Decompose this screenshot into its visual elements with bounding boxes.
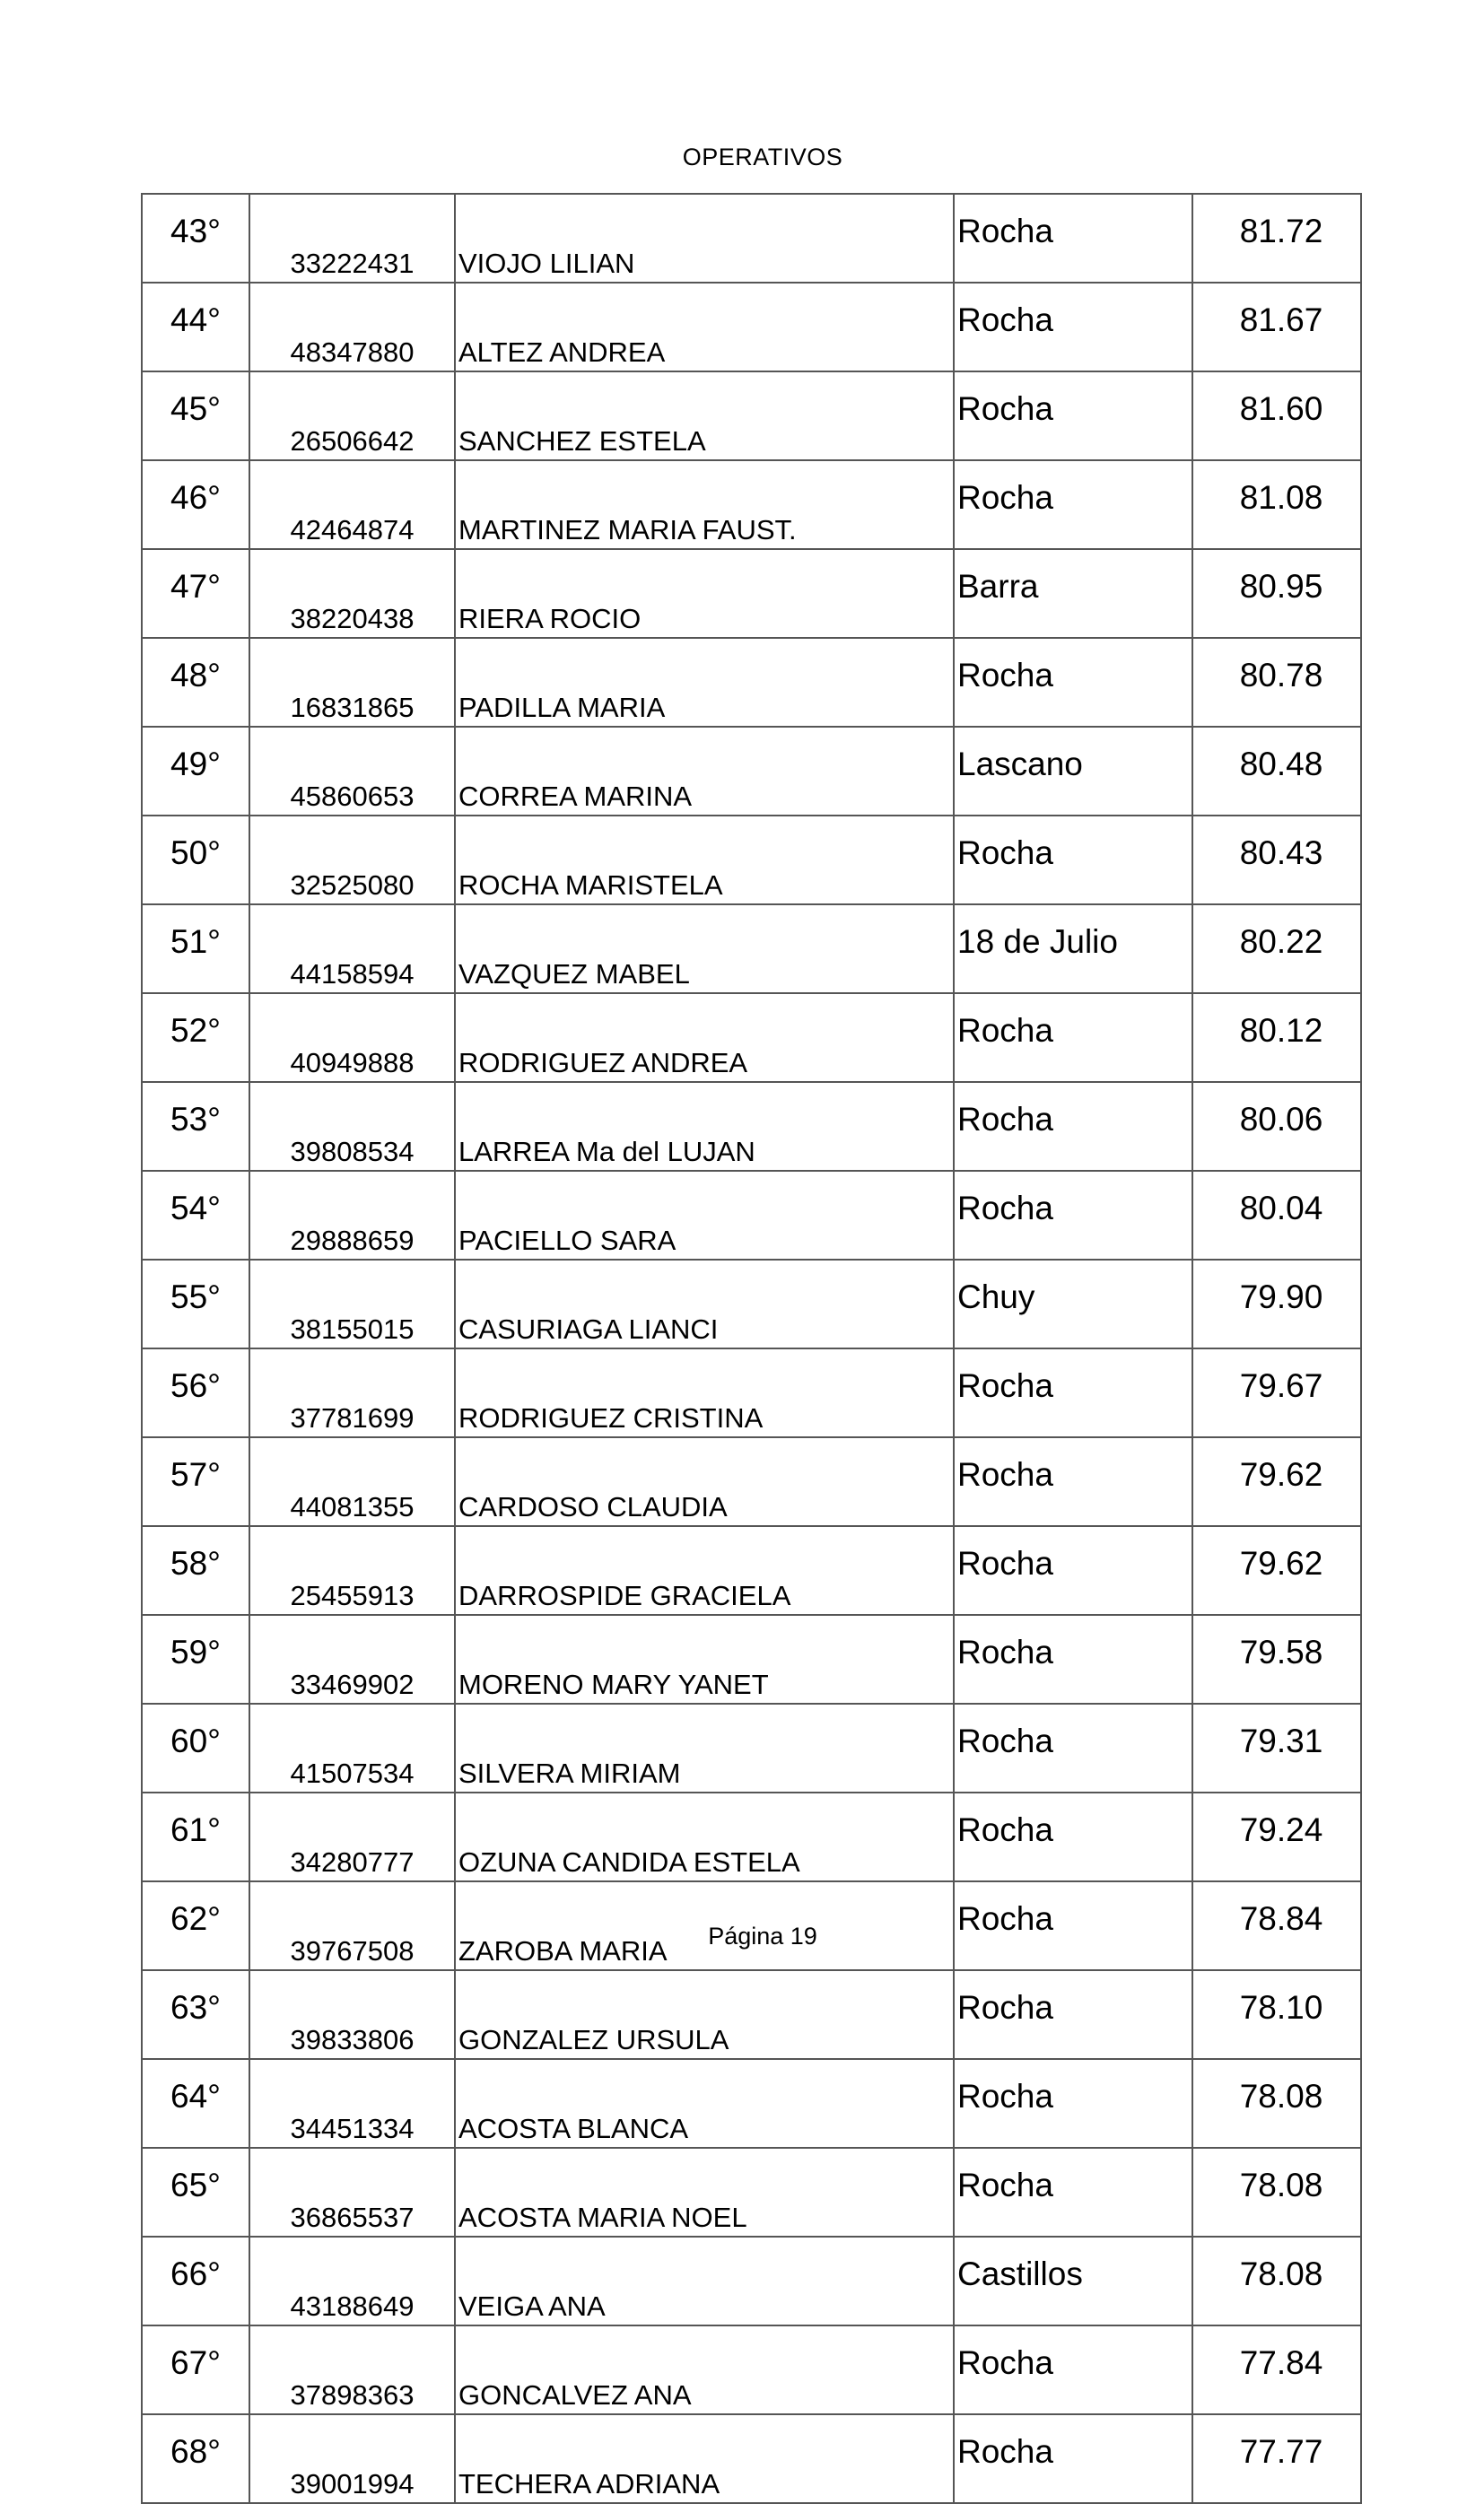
id-number-cell: 34280777 [249,1793,455,1881]
score-cell: 80.48 [1192,727,1361,816]
position-cell: 58° [142,1526,249,1615]
table-row [142,638,1361,727]
id-number-cell: 39767508 [249,1881,455,1970]
person-name-cell: PADILLA MARIA [455,638,954,727]
position-cell: 48° [142,638,249,727]
person-name-cell: GONZALEZ URSULA [455,1970,954,2059]
id-number-cell: 42464874 [249,460,455,549]
location-cell: Rocha [954,816,1192,904]
score-cell: 78.08 [1192,2059,1361,2148]
id-number-cell: 41507534 [249,1704,455,1793]
person-name-cell: VIOJO LILIAN [455,194,954,283]
score-cell: 79.58 [1192,1615,1361,1704]
id-number-cell: 26506642 [249,371,455,460]
table-row [142,1970,1361,2059]
position-cell: 57° [142,1437,249,1526]
table-row [142,1437,1361,1526]
score-cell: 79.24 [1192,1793,1361,1881]
location-cell: Rocha [954,2148,1192,2237]
id-number-cell: 39808534 [249,1082,455,1171]
page-number: Página 19 [708,1923,817,1950]
id-number-cell: 37898363 [249,2325,455,2414]
location-cell: Rocha [954,1082,1192,1171]
score-cell: 80.06 [1192,1082,1361,1171]
position-cell: 52° [142,993,249,1082]
position-cell: 46° [142,460,249,549]
id-number-cell: 36865537 [249,2148,455,2237]
score-cell: 81.72 [1192,194,1361,283]
person-name-cell: ROCHA MARISTELA [455,816,954,904]
person-name-cell: MORENO MARY YANET [455,1615,954,1704]
table-row [142,1082,1361,1171]
table-row [142,194,1361,283]
location-cell: Rocha [954,1526,1192,1615]
location-cell: Castillos [954,2237,1192,2325]
score-cell: 78.10 [1192,1970,1361,2059]
position-cell: 49° [142,727,249,816]
table-row [142,1526,1361,1615]
position-cell: 44° [142,283,249,371]
person-name-cell: DARROSPIDE GRACIELA [455,1526,954,1615]
id-number-cell: 40949888 [249,993,455,1082]
person-name-cell: SANCHEZ ESTELA [455,371,954,460]
location-cell: Rocha [954,1437,1192,1526]
position-cell: 43° [142,194,249,283]
score-cell: 81.67 [1192,283,1361,371]
table-row [142,1171,1361,1260]
location-cell: Rocha [954,1348,1192,1437]
id-number-cell: 38220438 [249,549,455,638]
position-cell: 61° [142,1793,249,1881]
position-cell: 47° [142,549,249,638]
score-cell: 77.84 [1192,2325,1361,2414]
id-number-cell: 33469902 [249,1615,455,1704]
person-name-cell: CARDOSO CLAUDIA [455,1437,954,1526]
id-number-cell: 33222431 [249,194,455,283]
person-name-cell: VAZQUEZ MABEL [455,904,954,993]
position-cell: 62° [142,1881,249,1970]
position-cell: 63° [142,1970,249,2059]
table-row [142,727,1361,816]
score-cell: 77.77 [1192,2414,1361,2503]
table-row [142,904,1361,993]
id-number-cell: 29888659 [249,1171,455,1260]
person-name-cell: CASURIAGA LIANCI [455,1260,954,1348]
position-cell: 50° [142,816,249,904]
table-row [142,549,1361,638]
id-number-cell: 16831865 [249,638,455,727]
position-cell: 66° [142,2237,249,2325]
location-cell: Rocha [954,1615,1192,1704]
table-row [142,460,1361,549]
position-cell: 55° [142,1260,249,1348]
person-name-cell: ACOSTA BLANCA [455,2059,954,2148]
location-cell: Lascano [954,727,1192,816]
person-name-cell: RIERA ROCIO [455,549,954,638]
position-cell: 60° [142,1704,249,1793]
person-name-cell: ACOSTA MARIA NOEL [455,2148,954,2237]
id-number-cell: 37781699 [249,1348,455,1437]
table-row [142,1615,1361,1704]
score-cell: 81.08 [1192,460,1361,549]
person-name-cell: MARTINEZ MARIA FAUST. [455,460,954,549]
score-cell: 79.62 [1192,1526,1361,1615]
position-cell: 64° [142,2059,249,2148]
location-cell: Rocha [954,460,1192,549]
position-cell: 68° [142,2414,249,2503]
id-number-cell: 43188649 [249,2237,455,2325]
table-row [142,2237,1361,2325]
location-cell: Barra [954,549,1192,638]
id-number-cell: 48347880 [249,283,455,371]
score-cell: 80.12 [1192,993,1361,1082]
id-number-cell: 45860653 [249,727,455,816]
location-cell: Rocha [954,371,1192,460]
table-row [142,1260,1361,1348]
score-cell: 79.31 [1192,1704,1361,1793]
table-row [142,2059,1361,2148]
location-cell: Rocha [954,2059,1192,2148]
score-cell: 80.43 [1192,816,1361,904]
position-cell: 45° [142,371,249,460]
table-row [142,371,1361,460]
table-row [142,993,1361,1082]
location-cell: Rocha [954,1171,1192,1260]
location-cell: Rocha [954,1881,1192,1970]
table-row [142,1704,1361,1793]
table-row [142,1348,1361,1437]
page-header: OPERATIVOS [682,144,843,170]
id-number-cell: 44081355 [249,1437,455,1526]
person-name-cell: SILVERA MIRIAM [455,1704,954,1793]
person-name-cell: LARREA Ma del LUJAN [455,1082,954,1171]
score-cell: 78.84 [1192,1881,1361,1970]
score-cell: 78.08 [1192,2148,1361,2237]
score-cell: 80.04 [1192,1171,1361,1260]
id-number-cell: 39001994 [249,2414,455,2503]
person-name-cell: GONCALVEZ ANA [455,2325,954,2414]
id-number-cell: 44158594 [249,904,455,993]
location-cell: 18 de Julio [954,904,1192,993]
location-cell: Rocha [954,283,1192,371]
position-cell: 59° [142,1615,249,1704]
table-row [142,2148,1361,2237]
person-name-cell: RODRIGUEZ ANDREA [455,993,954,1082]
score-cell: 80.22 [1192,904,1361,993]
person-name-cell: VEIGA ANA [455,2237,954,2325]
table-row [142,1793,1361,1881]
score-cell: 80.95 [1192,549,1361,638]
person-name-cell: OZUNA CANDIDA ESTELA [455,1793,954,1881]
score-cell: 80.78 [1192,638,1361,727]
person-name-cell: ALTEZ ANDREA [455,283,954,371]
location-cell: Rocha [954,1704,1192,1793]
location-cell: Rocha [954,993,1192,1082]
position-cell: 67° [142,2325,249,2414]
location-cell: Rocha [954,1970,1192,2059]
id-number-cell: 32525080 [249,816,455,904]
table-row [142,2414,1361,2503]
score-cell: 79.67 [1192,1348,1361,1437]
id-number-cell: 38155015 [249,1260,455,1348]
location-cell: Chuy [954,1260,1192,1348]
location-cell: Rocha [954,194,1192,283]
position-cell: 56° [142,1348,249,1437]
position-cell: 54° [142,1171,249,1260]
location-cell: Rocha [954,638,1192,727]
score-cell: 78.08 [1192,2237,1361,2325]
position-cell: 51° [142,904,249,993]
score-cell: 79.90 [1192,1260,1361,1348]
results-table [141,193,1362,2504]
id-number-cell: 39833806 [249,1970,455,2059]
person-name-cell: ZAROBA MARIA [455,1881,954,1970]
score-cell: 79.62 [1192,1437,1361,1526]
position-cell: 65° [142,2148,249,2237]
table-row [142,816,1361,904]
location-cell: Rocha [954,2325,1192,2414]
id-number-cell: 34451334 [249,2059,455,2148]
table-row [142,283,1361,371]
score-cell: 81.60 [1192,371,1361,460]
table-row [142,2325,1361,2414]
location-cell: Rocha [954,2414,1192,2503]
id-number-cell: 25455913 [249,1526,455,1615]
location-cell: Rocha [954,1793,1192,1881]
person-name-cell: CORREA MARINA [455,727,954,816]
person-name-cell: TECHERA ADRIANA [455,2414,954,2503]
results-table-body [142,194,1361,2503]
person-name-cell: PACIELLO SARA [455,1171,954,1260]
person-name-cell: RODRIGUEZ CRISTINA [455,1348,954,1437]
position-cell: 53° [142,1082,249,1171]
